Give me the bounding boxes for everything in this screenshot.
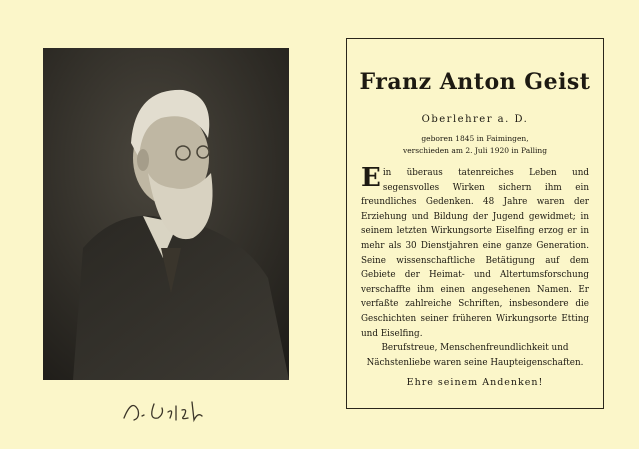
deceased-name: Franz Anton Geist	[359, 69, 591, 95]
traits-text: Berufstreue, Menschenfreundlichkeit und Nächstenliebe waren seine Haupteigenschaften.	[366, 343, 584, 368]
portrait-image	[43, 48, 289, 380]
drop-cap: E	[361, 163, 381, 193]
professional-title: Oberlehrer a. D.	[421, 114, 529, 125]
birth-line: geboren 1845 in Faimingen,	[421, 134, 529, 143]
signature	[118, 388, 218, 428]
portrait-photo	[43, 48, 289, 380]
life-dates	[347, 133, 603, 157]
biography-body: in überaus tatenreiches Leben und segensvolles Wirken sichern ihm ein freundliches Gedenken. 48 Jahre waren der Erziehung und Bildung der Jugend gewidmet; in seinem letzten Wirkungsorte Eiselfing erzog er in mehr als 30 Dienstjahren eine ganze Generation. Seine wissenschaftliche Betätigung auf dem Gebiete der Heimat- und Altertumsforschung verschaffte ihm einen angesehenen Namen. Er verfaßte zahlreiche Schriften, insbesondere die Geschichten seiner früheren Wirkungsorte Etting und Eiselfing.	[361, 168, 589, 339]
biography-text	[361, 163, 589, 341]
obituary-panel	[346, 38, 604, 409]
death-line: verschieden am 2. Juli 1920 in Palling	[402, 146, 548, 155]
farewell-line: Ehre seinem Andenken!	[406, 377, 544, 388]
